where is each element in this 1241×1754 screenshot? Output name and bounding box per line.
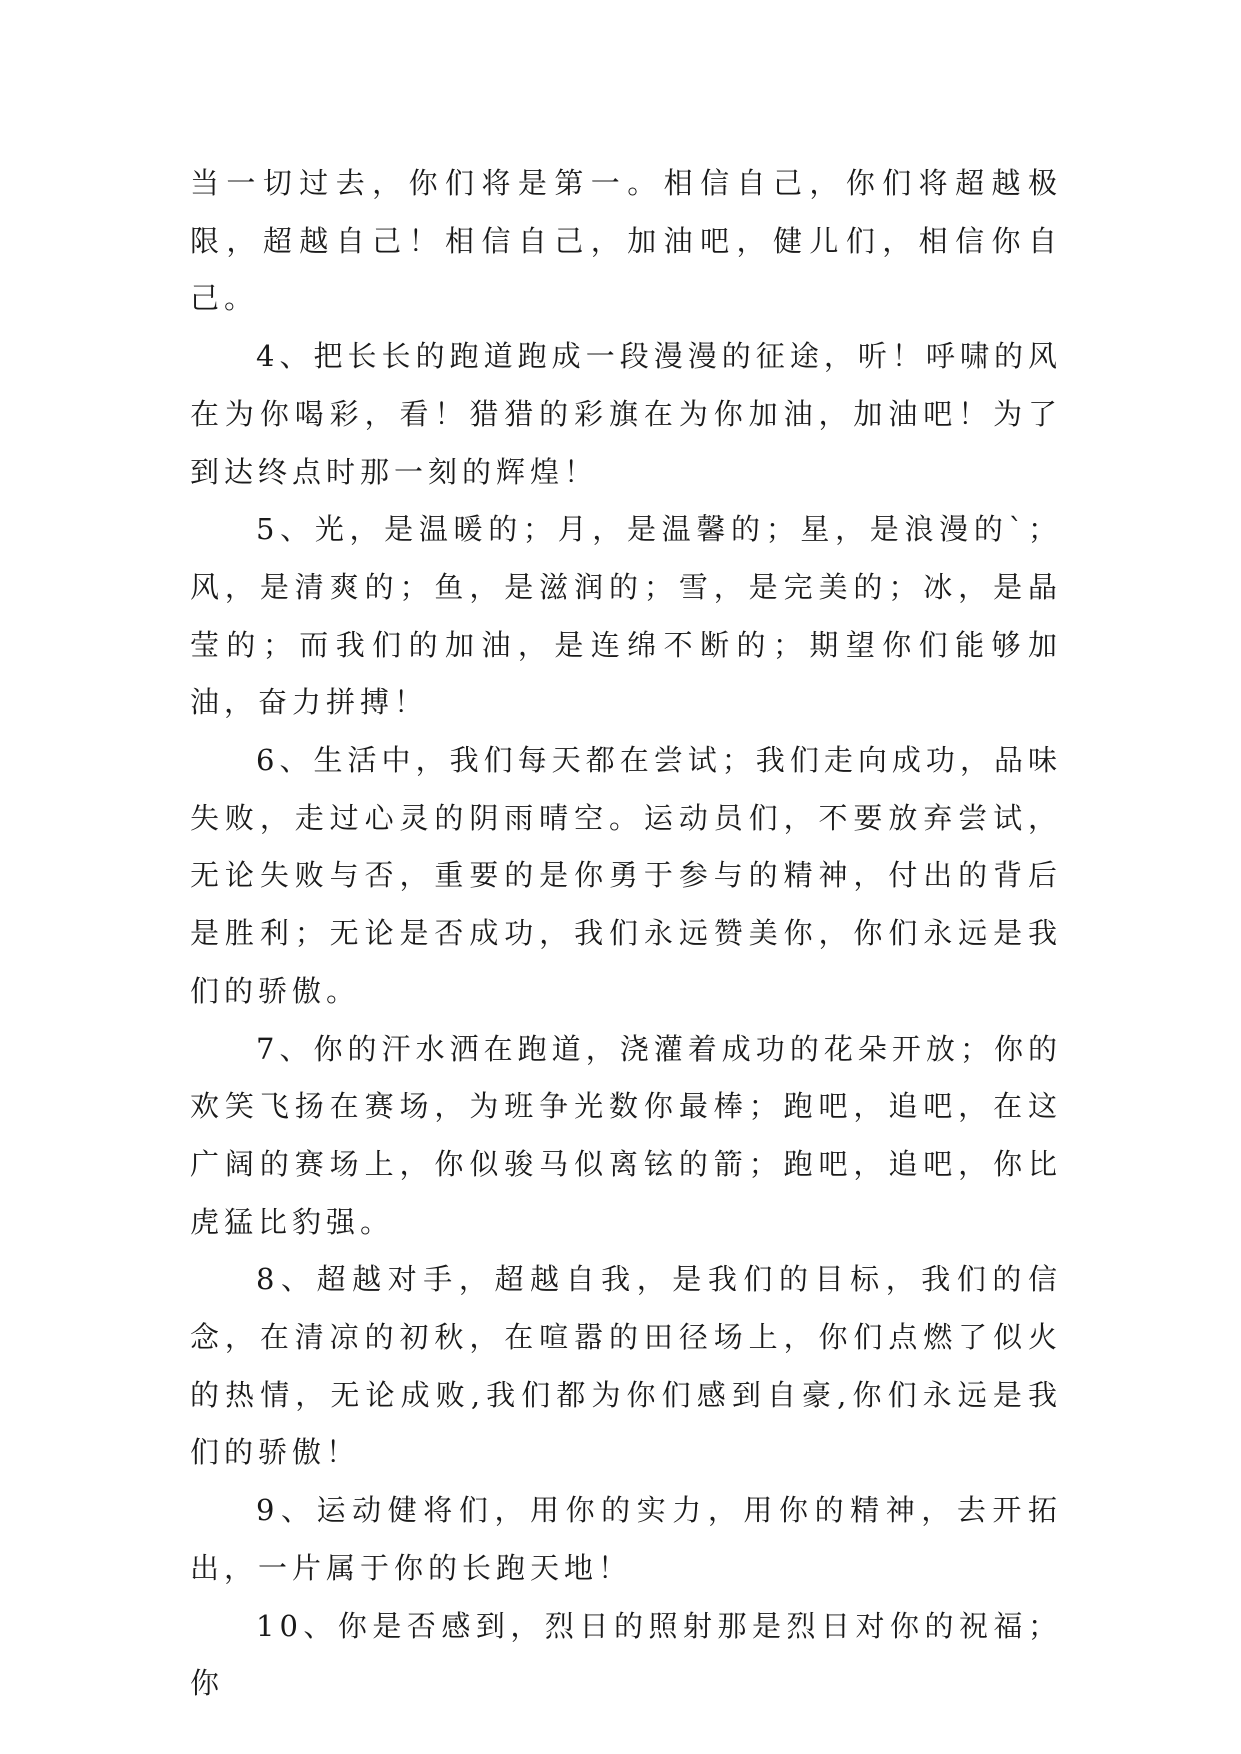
paragraph-item-5: 5、光，是温暖的；月，是温馨的；星，是浪漫的`；风，是清爽的；鱼，是滋润的；雪，是完美的；冰，是晶莹的；而我们的加油，是连绵不断的；期望你们能够加油，奋力拼搏！ <box>190 512 1062 720</box>
paragraph-item-9: 9、运动健将们，用你的实力，用你的精神，去开拓出，一片属于你的长跑天地！ <box>190 1493 1062 1585</box>
paragraph-item-7: 7、你的汗水洒在跑道，浇灌着成功的花朵开放；你的欢笑飞扬在赛场，为班争光数你最棒；跑吧，追吧，在这广阔的赛场上，你似骏马似离铉的箭；跑吧，追吧，你比虎猛比豹强。 <box>190 1031 1062 1239</box>
document-body <box>190 155 1062 1713</box>
paragraph-item-4: 4、把长长的跑道跑成一段漫漫的征途，听！呼啸的风在为你喝彩，看！猎猎的彩旗在为你加油，加油吧！为了到达终点时那一刻的辉煌！ <box>190 339 1062 489</box>
paragraph-item-6: 6、生活中，我们每天都在尝试；我们走向成功，品味失败，走过心灵的阴雨晴空。运动员们，不要放弃尝试，无论失败与否，重要的是你勇于参与的精神，付出的背后是胜利；无论是否成功，我们永远赞美你，你们永远是我们的骄傲。 <box>190 743 1062 1008</box>
paragraph-continuation: 当一切过去，你们将是第一。相信自己，你们将超越极限，超越自己！相信自己，加油吧，健儿们，相信你自己。 <box>190 166 1062 316</box>
paragraph-item-8: 8、超越对手，超越自我，是我们的目标，我们的信念，在清凉的初秋，在喧嚣的田径场上，你们点燃了似火的热情，无论成败,我们都为你们感到自豪,你们永远是我们的骄傲！ <box>190 1262 1062 1470</box>
paragraph-item-10: 10、你是否感到，烈日的照射那是烈日对你的祝福；你 <box>190 1608 1062 1701</box>
